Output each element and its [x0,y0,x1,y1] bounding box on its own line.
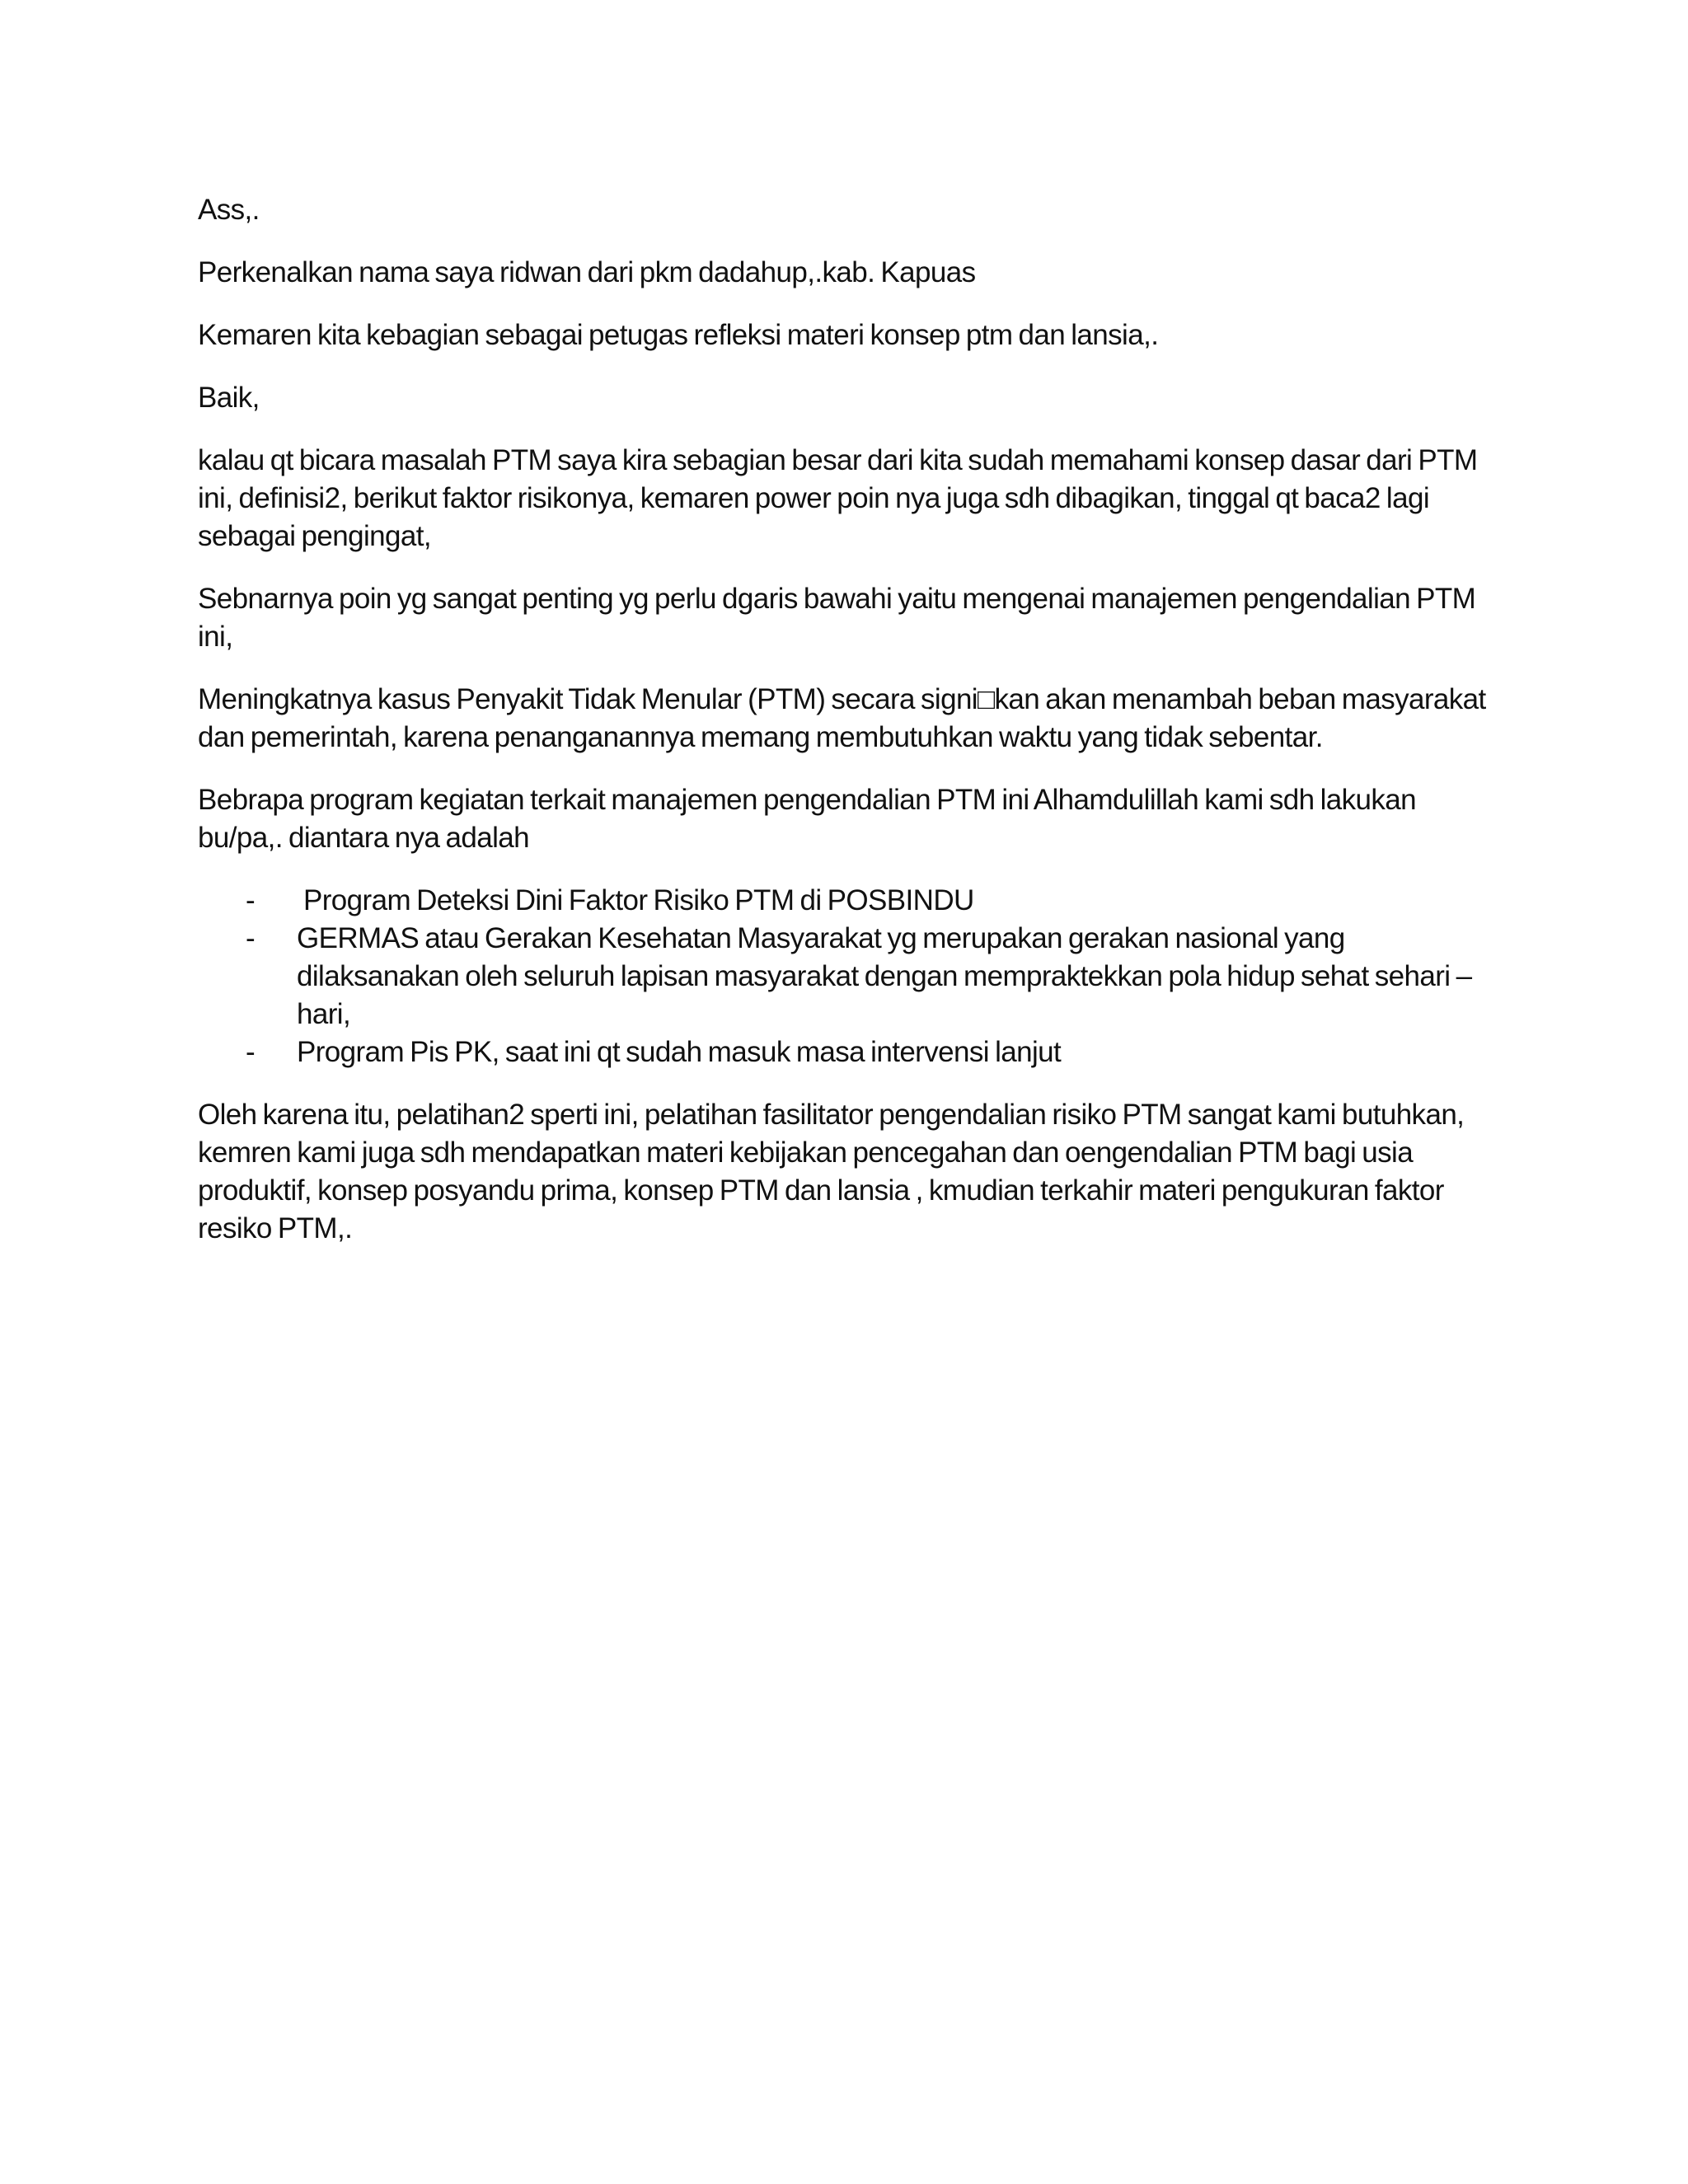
paragraph-management-point: Sebnarnya poin yg sangat penting yg perlu dgaris bawahi yaitu mengenai manajemen pengendalian PTM ini, [198,583,1476,653]
list-item [198,882,1500,920]
intro-line: Perkenalkan nama saya ridwan dari pkm dadahup,.kab. Kapuas [198,256,976,288]
program-list [198,882,1500,1071]
closing-paragraph: Oleh karena itu, pelatihan2 sperti ini, pelatihan fasilitator pengendalian risiko PTM sangat kami butuhkan, kemren kami juga sdh mendapatkan materi kebijakan pencegahan dan oengendalian PTM bagi usia produktif, konsep posyandu prima, konsep PTM dan lansia , kmudian terkahir materi pengukuran faktor resiko PTM,. [198,1099,1465,1244]
transition-line: Baik, [198,382,260,414]
document-body [198,191,1500,1272]
paragraph-ptm-burden: Meningkatnya kasus Penyakit Tidak Menular (PTM) secara signi□kan akan menambah beban masyarakat dan pemerintah, karena penanganannya memang membutuhkan waktu yang tidak sebentar. [198,683,1486,753]
greeting-line: Ass,. [198,194,260,226]
list-item-text: Program Pis PK, saat ini qt sudah masuk masa intervensi lanjut [297,1036,1062,1068]
list-item [198,1033,1500,1071]
paragraph-ptm-concept: kalau qt bicara masalah PTM saya kira sebagian besar dari kita sudah memahami konsep dasar dari PTM ini, definisi2, berikut faktor risikonya, kemaren power poin nya juga sdh dibagikan, tinggal qt baca2 lagi sebagai pengingat, [198,444,1478,552]
role-line: Kemaren kita kebagian sebagai petugas refleksi materi konsep ptm dan lansia,. [198,319,1159,351]
bullet-dash: - [246,1036,256,1068]
bullet-dash: - [246,884,256,916]
list-item [198,920,1500,1033]
list-item-text: Program Deteksi Dini Faktor Risiko PTM di POSBINDU [303,884,974,916]
list-item-text: GERMAS atau Gerakan Kesehatan Masyarakat yg merupakan gerakan nasional yang dilaksanakan oleh seluruh lapisan masyarakat dengan mempraktekkan pola hidup sehat sehari – hari, [297,922,1472,1030]
paragraph-programs-intro: Bebrapa program kegiatan terkait manajemen pengendalian PTM ini Alhamdulillah kami sdh lakukan bu/pa,. diantara nya adalah [198,784,1417,854]
bullet-dash: - [246,922,256,954]
